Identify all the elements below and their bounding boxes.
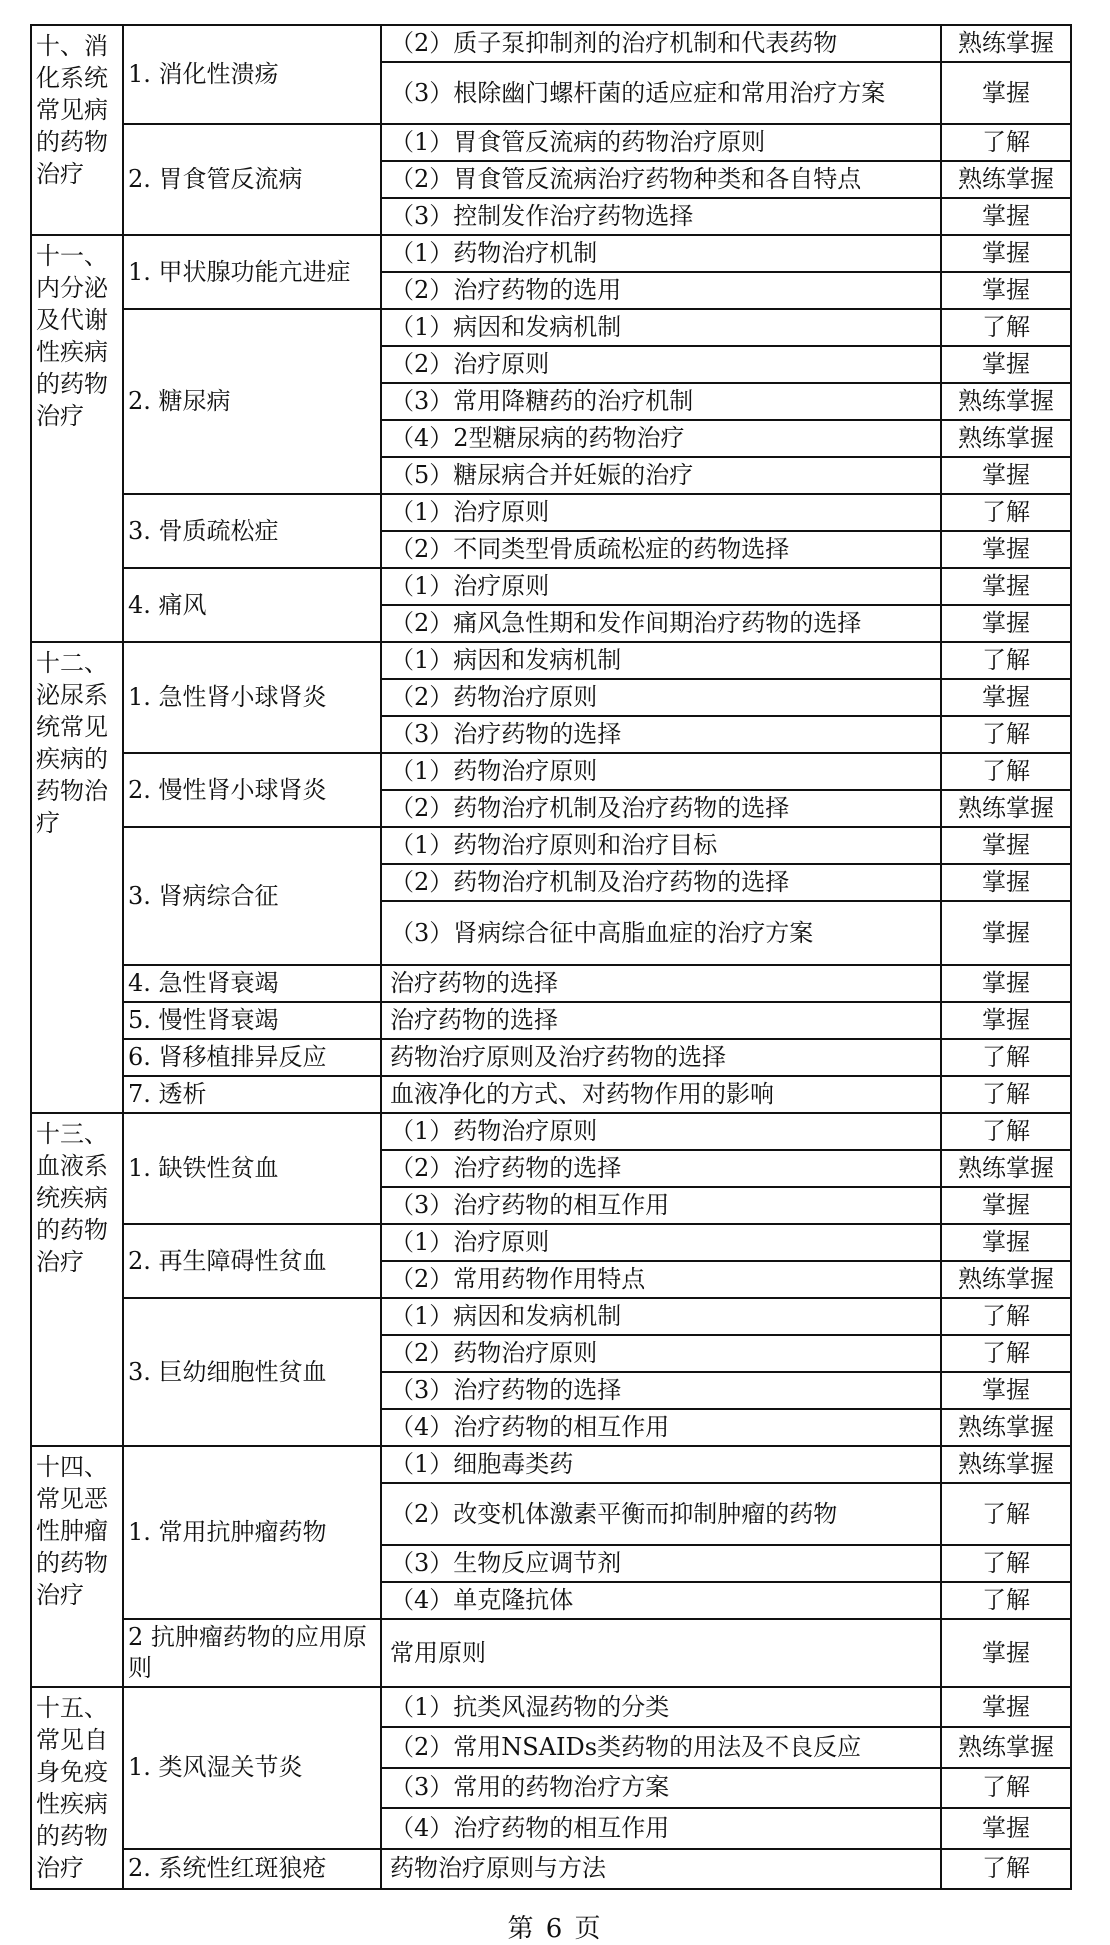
syllabus-table — [30, 24, 1072, 1890]
table-row — [31, 25, 1071, 62]
requirement-text: （1）治疗原则 — [381, 568, 941, 605]
requirement-text: （3）常用降糖药的治疗机制 — [381, 383, 941, 420]
mastery-level: 掌握 — [941, 605, 1071, 642]
requirement-text: （2）治疗药物的选用 — [381, 272, 941, 309]
mastery-level: 熟练掌握 — [941, 1446, 1071, 1483]
mastery-level: 掌握 — [941, 62, 1071, 124]
requirement-text: （2）常用NSAIDs类药物的用法及不良反应 — [381, 1727, 941, 1767]
mastery-level: 了解 — [941, 1768, 1071, 1808]
requirement-text: （1）药物治疗原则 — [381, 1113, 941, 1150]
table-row — [31, 568, 1071, 605]
mastery-level: 熟练掌握 — [941, 790, 1071, 827]
requirement-text: （2）药物治疗机制及治疗药物的选择 — [381, 864, 941, 901]
topic-name: 3. 巨幼细胞性贫血 — [123, 1298, 381, 1446]
requirement-text: 药物治疗原则及治疗药物的选择 — [381, 1039, 941, 1076]
table-row — [31, 1619, 1071, 1687]
mastery-level: 了解 — [941, 1298, 1071, 1335]
table-row — [31, 1076, 1071, 1113]
requirement-text: （4）2型糖尿病的药物治疗 — [381, 420, 941, 457]
requirement-text: 治疗药物的选择 — [381, 965, 941, 1002]
mastery-level: 了解 — [941, 1076, 1071, 1113]
mastery-level: 掌握 — [941, 568, 1071, 605]
table-row — [31, 1002, 1071, 1039]
requirement-text: 药物治疗原则与方法 — [381, 1849, 941, 1889]
mastery-level: 了解 — [941, 1335, 1071, 1372]
mastery-level: 掌握 — [941, 198, 1071, 235]
topic-name: 2. 再生障碍性贫血 — [123, 1224, 381, 1298]
topic-name: 6. 肾移植排异反应 — [123, 1039, 381, 1076]
requirement-text: （3）治疗药物的相互作用 — [381, 1187, 941, 1224]
mastery-level: 了解 — [941, 309, 1071, 346]
requirement-text: （3）肾病综合征中高脂血症的治疗方案 — [381, 901, 941, 965]
requirement-text: （1）病因和发病机制 — [381, 1298, 941, 1335]
requirement-text: （3）生物反应调节剂 — [381, 1545, 941, 1582]
requirement-text: （1）病因和发病机制 — [381, 642, 941, 679]
mastery-level: 掌握 — [941, 1808, 1071, 1848]
table-row — [31, 1298, 1071, 1335]
table-row — [31, 1849, 1071, 1889]
table-row — [31, 235, 1071, 272]
requirement-text: （1）药物治疗机制 — [381, 235, 941, 272]
mastery-level: 掌握 — [941, 1224, 1071, 1261]
requirement-text: （2）痛风急性期和发作间期治疗药物的选择 — [381, 605, 941, 642]
mastery-level: 掌握 — [941, 457, 1071, 494]
topic-name: 1. 消化性溃疡 — [123, 25, 381, 124]
table-row — [31, 124, 1071, 161]
topic-name: 3. 骨质疏松症 — [123, 494, 381, 568]
requirement-text: （2）改变机体激素平衡而抑制肿瘤的药物 — [381, 1483, 941, 1545]
topic-name: 1. 类风湿关节炎 — [123, 1687, 381, 1849]
table-row — [31, 1039, 1071, 1076]
requirement-text: （2）不同类型骨质疏松症的药物选择 — [381, 531, 941, 568]
topic-name: 1. 缺铁性贫血 — [123, 1113, 381, 1224]
section-title: 十四、常见恶性肿瘤的药物治疗 — [31, 1446, 123, 1687]
mastery-level: 熟练掌握 — [941, 1150, 1071, 1187]
topic-name: 1. 甲状腺功能亢进症 — [123, 235, 381, 309]
requirement-text: （3）控制发作治疗药物选择 — [381, 198, 941, 235]
section-title: 十二、泌尿系统常见疾病的药物治疗 — [31, 642, 123, 1113]
requirement-text: （5）糖尿病合并妊娠的治疗 — [381, 457, 941, 494]
mastery-level: 掌握 — [941, 235, 1071, 272]
topic-name: 2. 慢性肾小球肾炎 — [123, 753, 381, 827]
mastery-level: 熟练掌握 — [941, 161, 1071, 198]
topic-name: 5. 慢性肾衰竭 — [123, 1002, 381, 1039]
table-row — [31, 965, 1071, 1002]
mastery-level: 熟练掌握 — [941, 1727, 1071, 1767]
mastery-level: 掌握 — [941, 965, 1071, 1002]
mastery-level: 了解 — [941, 494, 1071, 531]
topic-name: 7. 透析 — [123, 1076, 381, 1113]
mastery-level: 了解 — [941, 1039, 1071, 1076]
section-title: 十一、内分泌及代谢性疾病的药物治疗 — [31, 235, 123, 642]
topic-name: 2 抗肿瘤药物的应用原则 — [123, 1619, 381, 1687]
mastery-level: 熟练掌握 — [941, 25, 1071, 62]
table-row — [31, 1113, 1071, 1150]
mastery-level: 熟练掌握 — [941, 1409, 1071, 1446]
mastery-level: 熟练掌握 — [941, 1261, 1071, 1298]
mastery-level: 掌握 — [941, 901, 1071, 965]
table-row — [31, 642, 1071, 679]
mastery-level: 掌握 — [941, 272, 1071, 309]
topic-name: 4. 痛风 — [123, 568, 381, 642]
requirement-text: （2）药物治疗原则 — [381, 1335, 941, 1372]
requirement-text: （4）治疗药物的相互作用 — [381, 1409, 941, 1446]
requirement-text: （3）治疗药物的选择 — [381, 716, 941, 753]
requirement-text: （1）药物治疗原则和治疗目标 — [381, 827, 941, 864]
topic-name: 3. 肾病综合征 — [123, 827, 381, 965]
mastery-level: 掌握 — [941, 346, 1071, 383]
table-row — [31, 1687, 1071, 1727]
requirement-text: （1）病因和发病机制 — [381, 309, 941, 346]
requirement-text: （2）质子泵抑制剂的治疗机制和代表药物 — [381, 25, 941, 62]
topic-name: 2. 胃食管反流病 — [123, 124, 381, 235]
requirement-text: 血液净化的方式、对药物作用的影响 — [381, 1076, 941, 1113]
mastery-level: 了解 — [941, 753, 1071, 790]
requirement-text: （2）治疗药物的选择 — [381, 1150, 941, 1187]
syllabus-page — [30, 24, 1070, 1890]
mastery-level: 了解 — [941, 124, 1071, 161]
topic-name: 2. 系统性红斑狼疮 — [123, 1849, 381, 1889]
mastery-level: 了解 — [941, 1849, 1071, 1889]
table-row — [31, 494, 1071, 531]
requirement-text: （1）治疗原则 — [381, 494, 941, 531]
requirement-text: 治疗药物的选择 — [381, 1002, 941, 1039]
mastery-level: 掌握 — [941, 1372, 1071, 1409]
mastery-level: 掌握 — [941, 864, 1071, 901]
requirement-text: （1）胃食管反流病的药物治疗原则 — [381, 124, 941, 161]
table-row — [31, 1224, 1071, 1261]
requirement-text: （3）治疗药物的选择 — [381, 1372, 941, 1409]
requirement-text: （1）抗类风湿药物的分类 — [381, 1687, 941, 1727]
requirement-text: （4）治疗药物的相互作用 — [381, 1808, 941, 1848]
mastery-level: 掌握 — [941, 1619, 1071, 1687]
table-row — [31, 1446, 1071, 1483]
mastery-level: 了解 — [941, 1113, 1071, 1150]
mastery-level: 了解 — [941, 642, 1071, 679]
topic-name: 4. 急性肾衰竭 — [123, 965, 381, 1002]
mastery-level: 熟练掌握 — [941, 383, 1071, 420]
section-title: 十三、血液系统疾病的药物治疗 — [31, 1113, 123, 1446]
table-row — [31, 827, 1071, 864]
topic-name: 1. 常用抗肿瘤药物 — [123, 1446, 381, 1619]
requirement-text: （2）药物治疗原则 — [381, 679, 941, 716]
mastery-level: 掌握 — [941, 1687, 1071, 1727]
requirement-text: （2）药物治疗机制及治疗药物的选择 — [381, 790, 941, 827]
page-number: 第 6 页 — [507, 1914, 603, 1944]
table-row — [31, 309, 1071, 346]
requirement-text: （1）药物治疗原则 — [381, 753, 941, 790]
mastery-level: 掌握 — [941, 679, 1071, 716]
section-title: 十五、常见自身免疫性疾病的药物治疗 — [31, 1687, 123, 1889]
mastery-level: 熟练掌握 — [941, 420, 1071, 457]
mastery-level: 了解 — [941, 1582, 1071, 1619]
requirement-text: （2）常用药物作用特点 — [381, 1261, 941, 1298]
requirement-text: （3）常用的药物治疗方案 — [381, 1768, 941, 1808]
mastery-level: 掌握 — [941, 531, 1071, 568]
table-row — [31, 753, 1071, 790]
mastery-level: 掌握 — [941, 1002, 1071, 1039]
section-title: 十、消化系统常见病的药物治疗 — [31, 25, 123, 235]
requirement-text: （3）根除幽门螺杆菌的适应症和常用治疗方案 — [381, 62, 941, 124]
requirement-text: （4）单克隆抗体 — [381, 1582, 941, 1619]
mastery-level: 了解 — [941, 1545, 1071, 1582]
requirement-text: （2）治疗原则 — [381, 346, 941, 383]
topic-name: 2. 糖尿病 — [123, 309, 381, 494]
requirement-text: （2）胃食管反流病治疗药物种类和各自特点 — [381, 161, 941, 198]
mastery-level: 了解 — [941, 716, 1071, 753]
requirement-text: （1）治疗原则 — [381, 1224, 941, 1261]
requirement-text: 常用原则 — [381, 1619, 941, 1687]
requirement-text: （1）细胞毒类药 — [381, 1446, 941, 1483]
mastery-level: 了解 — [941, 1483, 1071, 1545]
topic-name: 1. 急性肾小球肾炎 — [123, 642, 381, 753]
mastery-level: 掌握 — [941, 827, 1071, 864]
mastery-level: 掌握 — [941, 1187, 1071, 1224]
